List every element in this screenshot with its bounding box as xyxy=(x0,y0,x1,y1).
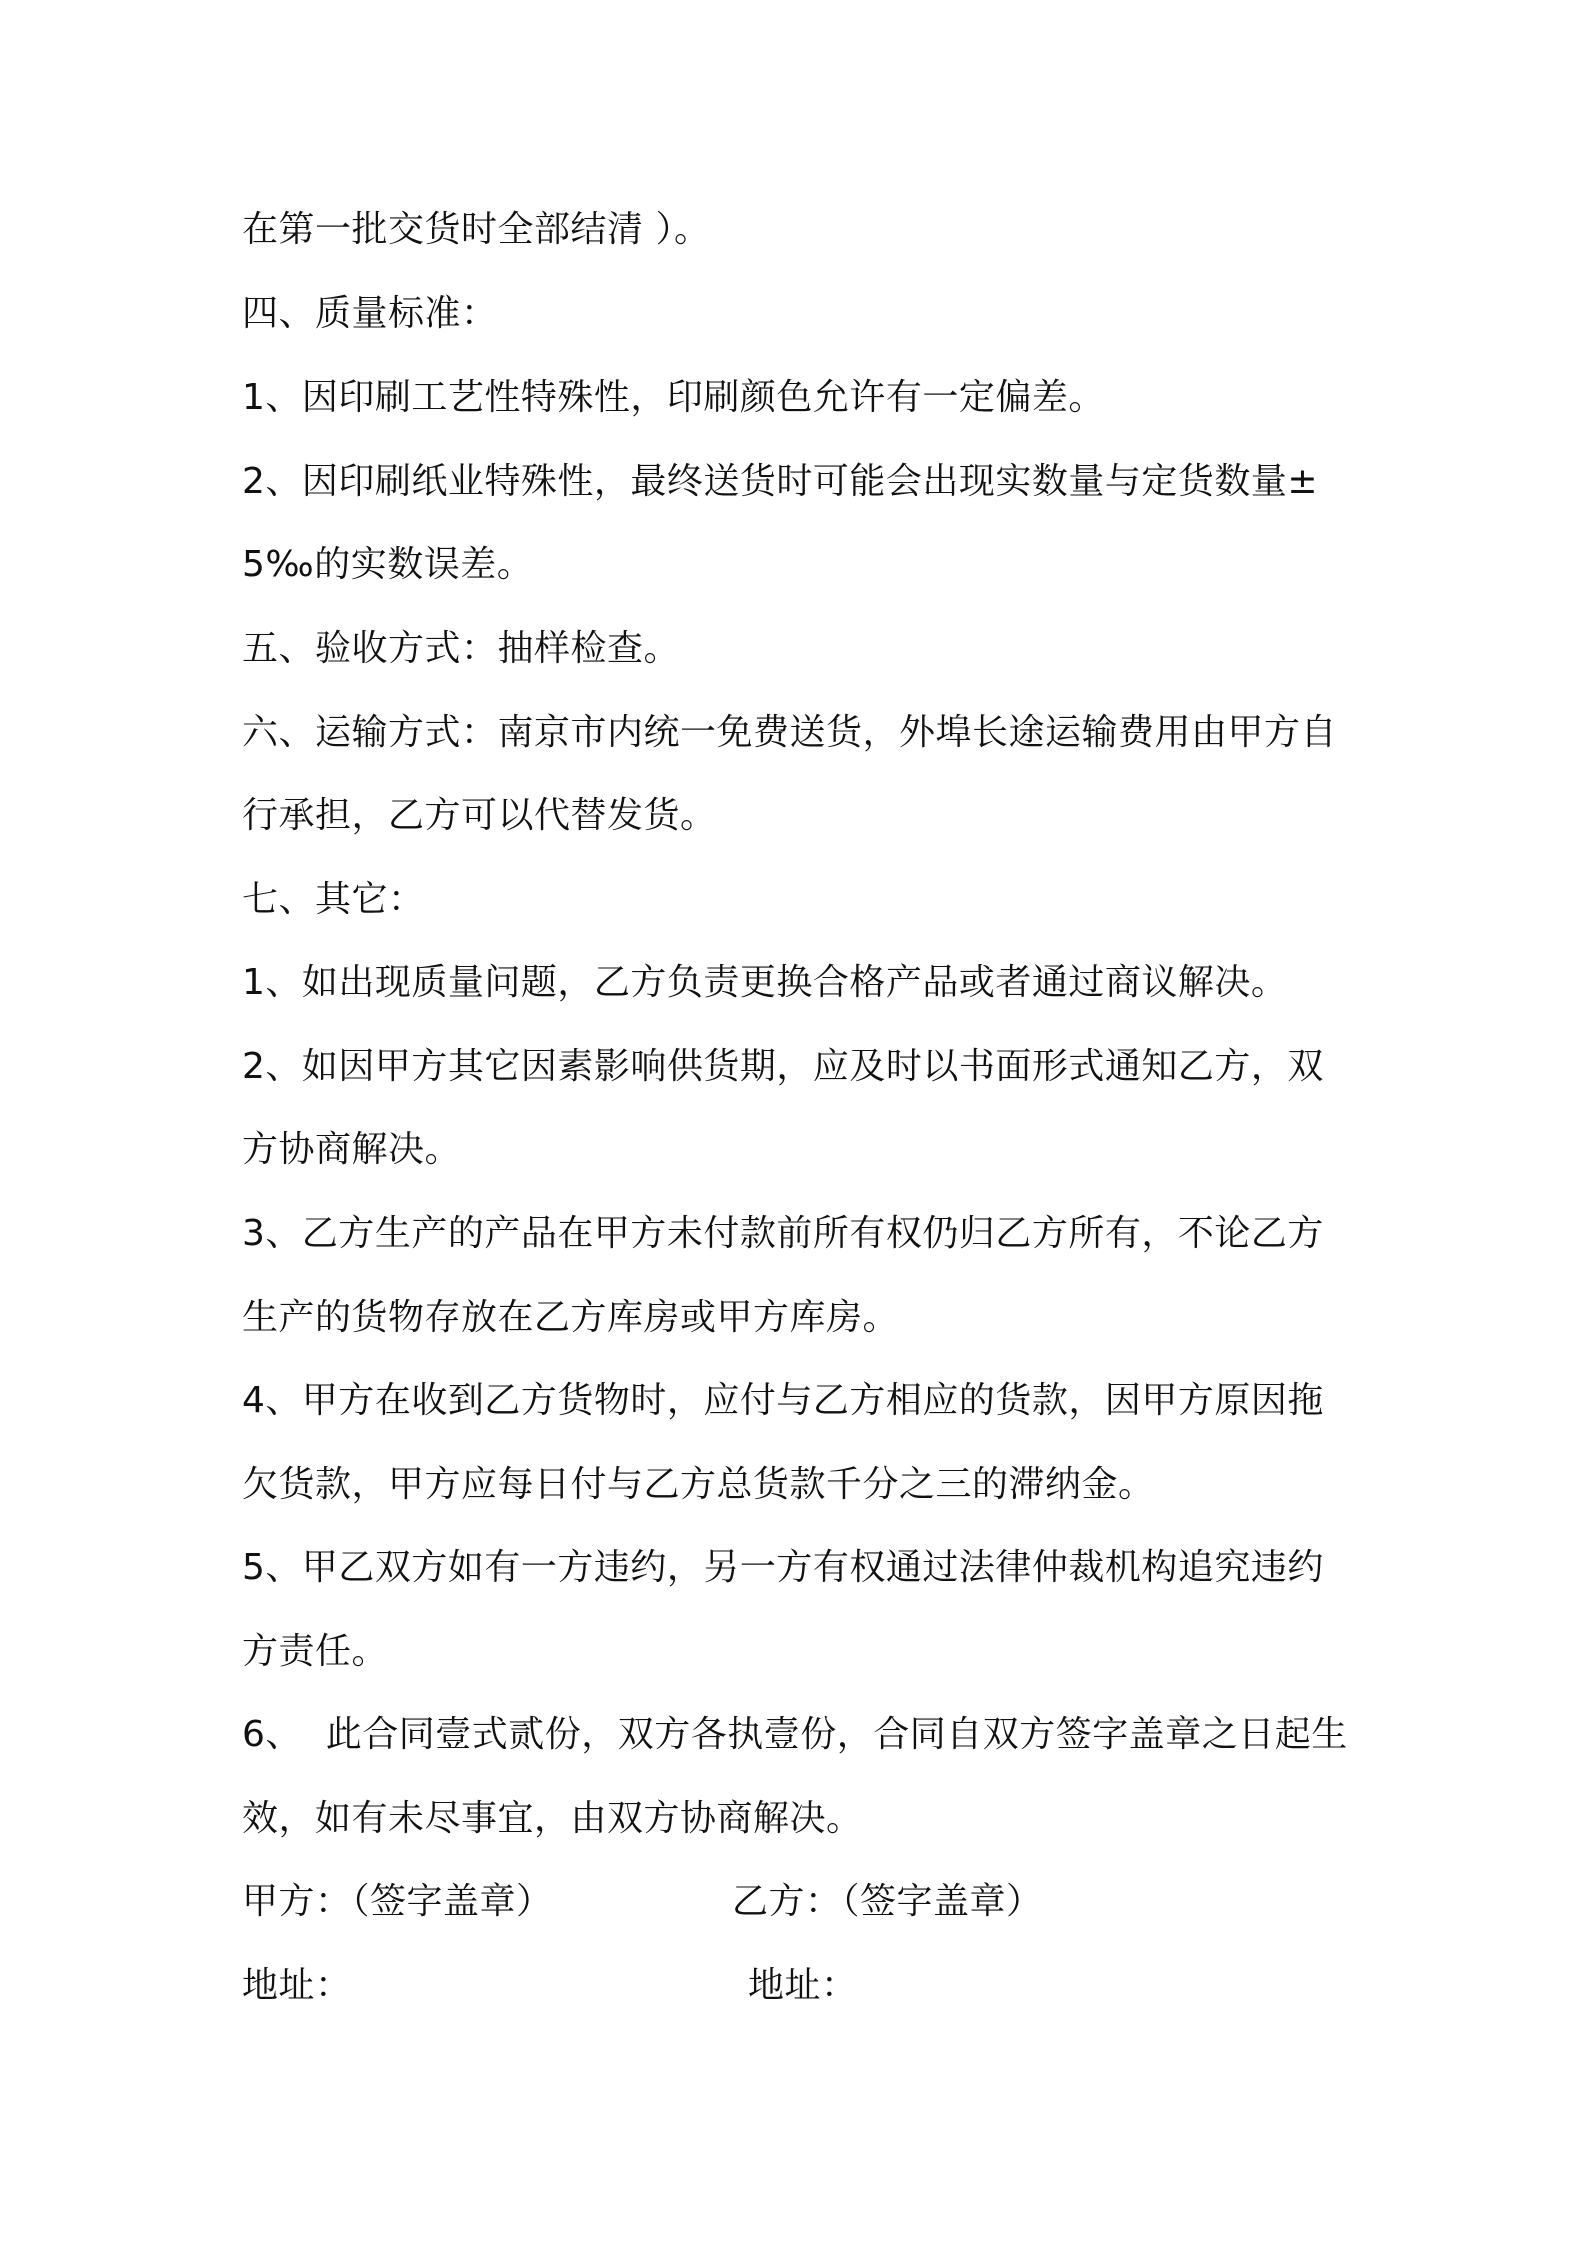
text-line: 效，如有未尽事宜，由双方协商解决。 xyxy=(242,1798,863,1839)
section-heading-other: 七、其它： xyxy=(242,879,425,920)
text-line: 欠货款，甲方应每日付与乙方总货款千分之三的滞纳金。 xyxy=(242,1464,1155,1505)
text-line: 1、如出现质量问题，乙方负责更换合格产品或者通过商议解决。 xyxy=(242,962,1288,1003)
text-line: 3、乙方生产的产品在甲方未付款前所有权仍归乙方所有，不论乙方 xyxy=(242,1213,1324,1254)
text-line: 在第一批交货时全部结清 ）。 xyxy=(242,209,711,250)
text-line: 方协商解决。 xyxy=(242,1129,462,1170)
text-line: 4、甲方在收到乙方货物时，应付与乙方相应的货款，因甲方原因拖 xyxy=(242,1380,1324,1421)
text-line: 6、 此合同壹式贰份，双方各执壹份，合同自双方签字盖章之日起生 xyxy=(242,1714,1348,1755)
text-line: 2、如因甲方其它因素影响供货期，应及时以书面形式通知乙方，双 xyxy=(242,1046,1324,1087)
section-heading-acceptance: 五、验收方式：抽样检查。 xyxy=(242,628,681,669)
party-a-signature-label: 甲方：（签字盖章） xyxy=(242,1881,553,1922)
text-line: 5、甲乙双方如有一方违约，另一方有权通过法律仲裁机构追究违约 xyxy=(242,1547,1324,1588)
text-line: 1、因印刷工艺性特殊性，印刷颜色允许有一定偏差。 xyxy=(242,377,1105,418)
text-line: 2、因印刷纸业特殊性，最终送货时可能会出现实数量与定货数量± xyxy=(242,461,1319,502)
section-heading-quality: 四、质量标准： xyxy=(242,293,498,334)
text-line: 5‰的实数误差。 xyxy=(242,544,534,585)
text-line: 方责任。 xyxy=(242,1631,389,1672)
section-heading-transport: 六、运输方式：南京市内统一免费送货，外埠长途运输费用由甲方自 xyxy=(242,712,1338,753)
text-line: 生产的货物存放在乙方库房或甲方库房。 xyxy=(242,1297,900,1338)
text-line: 行承担，乙方可以代替发货。 xyxy=(242,795,717,836)
party-a-address-label: 地址： xyxy=(242,1965,352,2006)
party-b-address-label: 地址： xyxy=(748,1965,858,2006)
party-b-signature-label: 乙方：（签字盖章） xyxy=(732,1881,1043,1922)
